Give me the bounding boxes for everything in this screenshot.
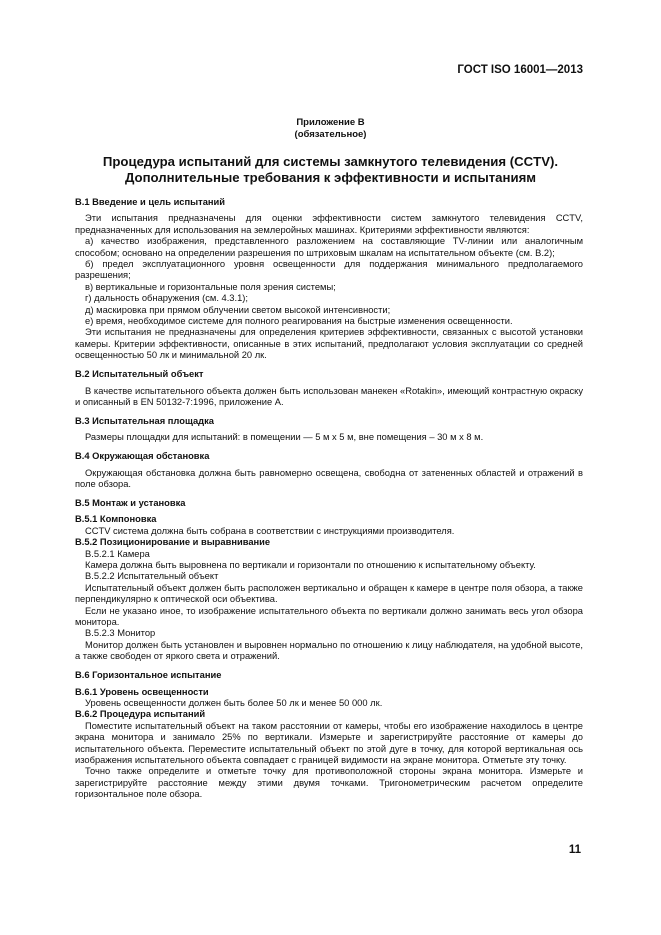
standard-number: ГОСТ ISO 16001—2013 [457, 64, 583, 76]
paragraph: Если не указано иное, то изображение испытательного объекта по вертикали должно занимать весь угол обзора монитора. [75, 605, 583, 627]
page-title [60, 154, 601, 186]
paragraph: б) предел эксплуатационного уровня освещенности для поддержания минимального предполагаемого разрешения; [75, 259, 583, 281]
paragraph: Уровень освещенности должен быть более 50 лк и менее 50 000 лк. [85, 697, 383, 708]
annex-label: Приложение В [296, 117, 365, 128]
paragraph: г) дальность обнаружения (см. 4.3.1); [85, 293, 249, 304]
paragraph: в) вертикальные и горизонтальные поля зрения системы; [85, 281, 336, 292]
section-heading: В.5 Монтаж и установка [75, 497, 186, 508]
section-heading: В.1 Введение и цель испытаний [75, 197, 226, 207]
paragraph: Размеры площадки для испытаний: в помещении — 5 м х 5 м, вне помещения – 30 м х 8 м. [85, 432, 484, 443]
subsection-heading: В.5.1 Компоновка [75, 514, 157, 525]
title-line-1: Процедура испытаний для системы замкнутого телевидения (CCTV). [102, 154, 559, 169]
paragraph: В качестве испытательного объекта должен быть использован манекен «Rotakin», имеющий контрастную окраску и описанный в EN 50132-7:1996, приложение А. [75, 385, 583, 407]
paragraph: В.5.2.2 Испытательный объект [85, 571, 219, 582]
paragraph: В.5.2.3 Монитор [85, 628, 156, 639]
annex-heading [0, 117, 661, 140]
paragraph: Эти испытания не предназначены для определения критериев эффективности, связанных с высотой установки камеры. Критерии эффективности, описанные в этих испытаний, предполагают условия эксплуатации со средней освещенностью 50 лк и минимальной 20 лк. [75, 327, 583, 361]
section-heading: В.6 Горизонтальное испытание [75, 670, 222, 681]
paragraph: Камера должна быть выровнена по вертикали и горизонтали по отношению к испытательному объекту. [85, 559, 536, 570]
paragraph: В.5.2.1 Камера [85, 548, 150, 559]
paragraph: д) маскировка при прямом облучении светом высокой интенсивности; [85, 304, 391, 315]
subsection-heading: В.5.2 Позиционирование и выравнивание [75, 537, 271, 548]
paragraph: Поместите испытательный объект на таком расстоянии от камеры, чтобы его изображение находилось в центре экрана монитора и занимало 25% по вертикали. Измерьте и зарегистрируйте расстояние от камеры до испытательного объекта. Переместите испытательный объект по этой дуге в точку, для которой вертикальная ось изображения испытательного объекта совпадает с границей видимости на экране монитора. Отметьте эту точку. [75, 720, 583, 765]
paragraph: е) время, необходимое системе для полного реагирования на быстрые изменения освещенности. [85, 316, 513, 327]
paragraph: а) качество изображения, представленного разложением на составляющие TV-линии или аналогичным способом; основано на определении разрешения по штриховым шкалам на испытательном объекте (см. В.2); [75, 236, 583, 258]
paragraph: CCTV система должна быть собрана в соответствии с инструкциями производителя. [85, 525, 455, 536]
section-heading: В.2 Испытательный объект [75, 369, 204, 380]
title-line-2: Дополнительные требования к эффективности и испытаниям [124, 170, 537, 185]
annex-status: (обязательное) [294, 128, 367, 140]
paragraph: Точно также определите и отметьте точку для противоположной стороны экрана монитора. Измерьте и зарегистрируйте расстояние между этими двумя точками. Тригонометрическим расчетом определите горизонтальное поле обзора. [75, 766, 583, 800]
section-heading: В.4 Окружающая обстановка [75, 451, 210, 462]
paragraph: Монитор должен быть установлен и выровнен нормально по отношению к лицу наблюдателя, на удобной высоте, а также свободен от яркого света и отражений. [75, 639, 583, 662]
document-body [75, 197, 583, 801]
subsection-heading: В.6.2 Процедура испытаний [75, 709, 206, 720]
page-number: 11 [568, 844, 581, 856]
subsection-heading: В.6.1 Уровень освещенности [75, 686, 209, 697]
section-heading: В.3 Испытательная площадка [75, 415, 214, 426]
paragraph: Эти испытания предназначены для оценки эффективности систем замкнутого телевидения CCTV, предназначенных для использования на землеройных машинах. Критериями эффективности являются: [75, 213, 583, 235]
paragraph: Испытательный объект должен быть расположен вертикально и обращен к камере в центре поля обзора, а также перпендикулярно к оптической оси объектива. [75, 582, 583, 605]
paragraph: Окружающая обстановка должна быть равномерно освещена, свободна от затененных областей и отражений в поле обзора. [75, 467, 583, 490]
